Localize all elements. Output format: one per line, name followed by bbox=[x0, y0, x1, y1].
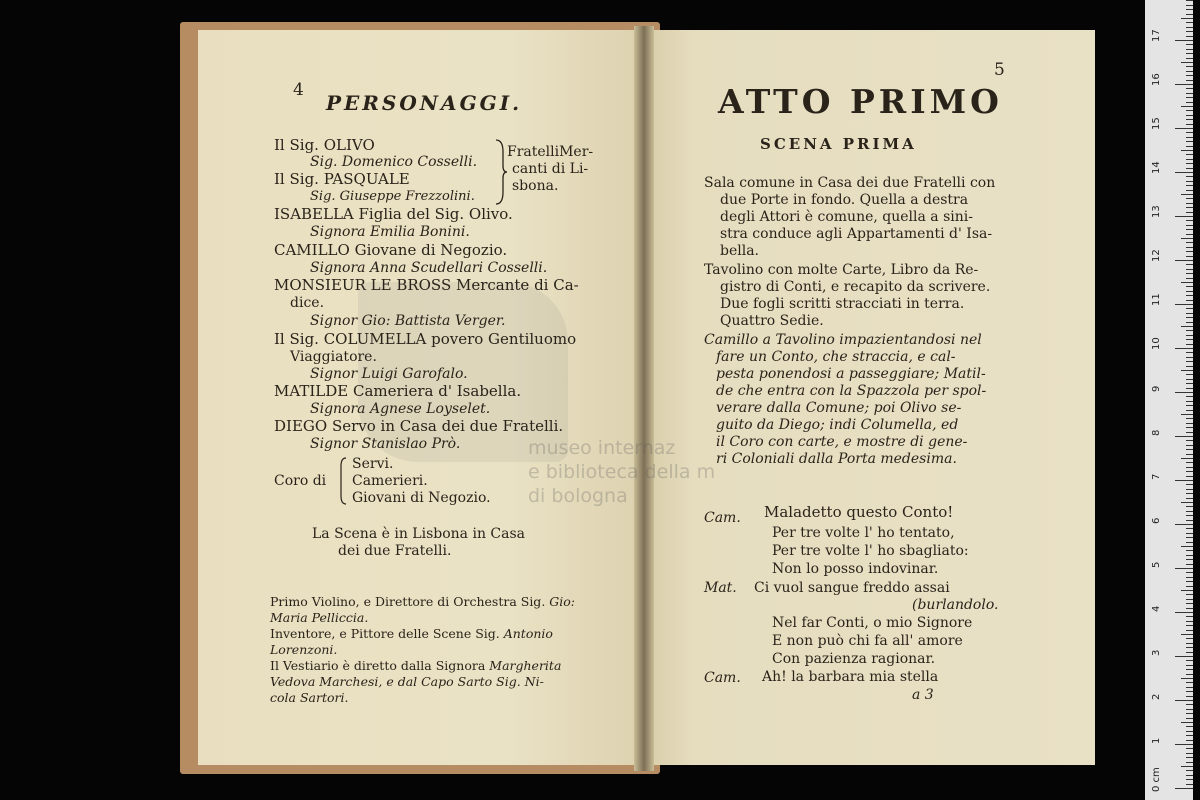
cast-role: DIEGO Servo in Casa dei due Fratelli. bbox=[274, 417, 564, 435]
ruler-tick bbox=[1186, 405, 1193, 406]
ruler-tick bbox=[1186, 357, 1193, 358]
ruler-tick bbox=[1186, 322, 1193, 323]
ruler-tick bbox=[1186, 616, 1193, 617]
ruler-tick bbox=[1186, 93, 1193, 94]
ruler-tick bbox=[1181, 106, 1193, 107]
ruler-tick bbox=[1181, 282, 1193, 283]
ruler-tick bbox=[1186, 770, 1193, 771]
credit-line: Maria Pelliccia. bbox=[270, 610, 369, 625]
ruler-tick bbox=[1175, 304, 1193, 305]
ruler-tick bbox=[1186, 537, 1193, 538]
ruler-tick bbox=[1181, 590, 1193, 591]
credit-line: cola Sartori. bbox=[270, 690, 349, 705]
ruler-tick bbox=[1186, 163, 1193, 164]
cast-role: Il Sig. OLIVO bbox=[274, 136, 375, 154]
ruler-tick bbox=[1186, 374, 1193, 375]
ruler-tick bbox=[1186, 9, 1193, 10]
dialogue-line: Per tre volte l' ho sbagliato: bbox=[772, 543, 969, 559]
coro-item: Servi. bbox=[352, 456, 394, 472]
stage-direction-line: guito da Diego; indi Columella, ed bbox=[716, 417, 959, 433]
cast-role: CAMILLO Giovane di Negozio. bbox=[274, 241, 508, 259]
ruler-tick bbox=[1186, 146, 1193, 147]
setting-line: Quattro Sedie. bbox=[720, 313, 824, 329]
ruler-tick bbox=[1175, 788, 1193, 789]
bracket-icon bbox=[338, 456, 348, 506]
ruler-tick bbox=[1186, 599, 1193, 600]
stage-direction-line: ri Coloniali dalla Porta medesima. bbox=[716, 451, 957, 467]
watermark-line: museo internaz bbox=[528, 437, 676, 459]
ruler-number: 2 bbox=[1151, 693, 1162, 700]
setting-line: bella. bbox=[720, 243, 759, 259]
ruler-tick bbox=[1186, 674, 1193, 675]
ruler-number: 10 bbox=[1151, 337, 1162, 350]
ruler-tick bbox=[1181, 150, 1193, 151]
ruler-tick bbox=[1186, 581, 1193, 582]
ruler-tick bbox=[1186, 498, 1193, 499]
ruler-tick bbox=[1186, 198, 1193, 199]
ruler-tick bbox=[1175, 84, 1193, 85]
ruler-tick bbox=[1186, 542, 1193, 543]
coro-item: Camerieri. bbox=[352, 473, 428, 489]
cast-role: MATILDE Cameriera d' Isabella. bbox=[274, 382, 522, 400]
ruler-tick bbox=[1181, 766, 1193, 767]
ruler-tick bbox=[1186, 388, 1193, 389]
ruler-tick bbox=[1186, 44, 1193, 45]
ruler-tick bbox=[1186, 335, 1193, 336]
ruler-tick bbox=[1181, 238, 1193, 239]
ruler-tick bbox=[1186, 49, 1193, 50]
ruler-tick bbox=[1186, 80, 1193, 81]
ruler-tick bbox=[1186, 269, 1193, 270]
ruler-tick bbox=[1186, 713, 1193, 714]
ruler-tick bbox=[1186, 520, 1193, 521]
ruler-tick bbox=[1186, 682, 1193, 683]
ruler-tick bbox=[1186, 467, 1193, 468]
setting-line: Tavolino con molte Carte, Libro da Re- bbox=[704, 262, 979, 278]
ruler-unit-label: 0 cm bbox=[1151, 767, 1162, 792]
ruler-tick bbox=[1186, 572, 1193, 573]
ruler-tick bbox=[1175, 480, 1193, 481]
ruler-tick bbox=[1186, 352, 1193, 353]
ruler-tick bbox=[1186, 625, 1193, 626]
ruler-tick bbox=[1181, 326, 1193, 327]
ruler-tick bbox=[1186, 115, 1193, 116]
ruler-tick bbox=[1186, 718, 1193, 719]
ruler-tick bbox=[1186, 484, 1193, 485]
ruler-tick bbox=[1186, 313, 1193, 314]
ruler-tick bbox=[1186, 124, 1193, 125]
ruler-tick bbox=[1186, 454, 1193, 455]
ruler-tick bbox=[1181, 194, 1193, 195]
ruler-tick bbox=[1186, 608, 1193, 609]
ruler-tick bbox=[1186, 97, 1193, 98]
ruler-tick bbox=[1181, 502, 1193, 503]
cast-actor: Signor Gio: Battista Verger. bbox=[310, 313, 506, 329]
book-gutter bbox=[634, 26, 654, 771]
ruler-tick bbox=[1186, 665, 1193, 666]
setting-line: Due fogli scritti stracciati in terra. bbox=[720, 296, 965, 312]
ruler-tick bbox=[1186, 247, 1193, 248]
ruler-tick bbox=[1186, 361, 1193, 362]
stage-direction-line: pesta ponendosi a passeggiare; Matil- bbox=[716, 366, 986, 382]
dialogue-line: E non può chi fa all' amore bbox=[772, 633, 963, 649]
ruler-tick bbox=[1186, 647, 1193, 648]
cast-actor: Signora Anna Scudellari Cosselli. bbox=[310, 260, 548, 276]
ruler-tick bbox=[1186, 462, 1193, 463]
ruler-tick bbox=[1186, 71, 1193, 72]
cast-role: ISABELLA Figlia del Sig. Olivo. bbox=[274, 205, 513, 223]
ruler-tick bbox=[1181, 458, 1193, 459]
ruler-tick bbox=[1186, 709, 1193, 710]
ruler-tick bbox=[1181, 370, 1193, 371]
ruler-tick bbox=[1186, 476, 1193, 477]
ruler-tick bbox=[1186, 5, 1193, 6]
ruler-tick bbox=[1186, 317, 1193, 318]
ruler-tick bbox=[1186, 559, 1193, 560]
dialogue-line: Nel far Conti, o mio Signore bbox=[772, 615, 973, 631]
setting-line: gistro di Conti, e recapito da scrivere. bbox=[720, 279, 991, 295]
credit-line: Vedova Marchesi, e dal Capo Sarto Sig. Ni- bbox=[270, 674, 544, 689]
ruler-number: 7 bbox=[1151, 473, 1162, 480]
credit-line: Il Vestiario è diretto dalla Signora Margherita bbox=[270, 658, 562, 673]
ruler-tick bbox=[1186, 273, 1193, 274]
ruler-tick bbox=[1186, 31, 1193, 32]
cast-actor: Signora Agnese Loyselet. bbox=[310, 401, 491, 417]
ruler-tick bbox=[1181, 414, 1193, 415]
ruler-tick bbox=[1186, 225, 1193, 226]
ruler-tick bbox=[1186, 652, 1193, 653]
ruler-tick bbox=[1186, 291, 1193, 292]
ruler-tick bbox=[1186, 220, 1193, 221]
ruler-tick bbox=[1186, 418, 1193, 419]
ruler-tick bbox=[1186, 119, 1193, 120]
ruler-tick bbox=[1186, 757, 1193, 758]
ruler-tick bbox=[1186, 515, 1193, 516]
ruler-tick bbox=[1186, 102, 1193, 103]
cast-role: Il Sig. COLUMELLA povero Gentiluomo bbox=[274, 330, 577, 348]
speaker-label: Cam. bbox=[704, 510, 741, 526]
cast-actor: Sig. Giuseppe Frezzolini. bbox=[310, 189, 475, 204]
ruler-tick bbox=[1186, 594, 1193, 595]
ruler-tick bbox=[1186, 242, 1193, 243]
ruler-tick bbox=[1186, 159, 1193, 160]
ruler-tick bbox=[1186, 449, 1193, 450]
ruler-tick bbox=[1186, 489, 1193, 490]
scene-note: dei due Fratelli. bbox=[338, 543, 452, 559]
ruler-tick bbox=[1186, 251, 1193, 252]
cast-actor: Signor Stanislao Prò. bbox=[310, 436, 461, 452]
ruler-tick bbox=[1186, 383, 1193, 384]
ruler-tick bbox=[1186, 691, 1193, 692]
ruler-tick bbox=[1181, 546, 1193, 547]
brothers-note-line: sbona. bbox=[512, 178, 559, 194]
ruler-tick bbox=[1175, 392, 1193, 393]
ruler-tick bbox=[1186, 506, 1193, 507]
brace-icon bbox=[494, 138, 508, 206]
ruler-tick bbox=[1186, 308, 1193, 309]
ruler-tick bbox=[1186, 278, 1193, 279]
cast-role-cont: dice. bbox=[290, 295, 325, 311]
setting-line: Sala comune in Casa dei due Fratelli con bbox=[704, 175, 996, 191]
ruler-tick bbox=[1186, 264, 1193, 265]
ruler-tick bbox=[1186, 212, 1193, 213]
ruler-tick bbox=[1186, 366, 1193, 367]
ruler-tick bbox=[1186, 493, 1193, 494]
page-number-right: 5 bbox=[994, 60, 1005, 80]
cast-role-cont: Viaggiatore. bbox=[290, 349, 377, 365]
ruler-tick bbox=[1186, 638, 1193, 639]
setting-line: due Porte in fondo. Quella a destra bbox=[720, 192, 969, 208]
ruler-tick bbox=[1186, 440, 1193, 441]
ruler-tick bbox=[1186, 762, 1193, 763]
ruler-tick bbox=[1186, 687, 1193, 688]
stage-direction-line: Camillo a Tavolino impazientandosi nel bbox=[704, 332, 982, 348]
ruler-tick bbox=[1186, 603, 1193, 604]
dialogue-line: Ah! la barbara mia stella bbox=[762, 669, 939, 685]
ruler-number: 9 bbox=[1151, 385, 1162, 392]
ruler-tick bbox=[1175, 216, 1193, 217]
ruler-number: 11 bbox=[1151, 293, 1162, 306]
ruler-tick bbox=[1181, 62, 1193, 63]
setting-line: stra conduce agli Appartamenti d' Isa- bbox=[720, 226, 993, 242]
ruler-tick bbox=[1175, 172, 1193, 173]
ruler-tick bbox=[1186, 775, 1193, 776]
ruler-tick bbox=[1186, 555, 1193, 556]
ruler-tick bbox=[1186, 110, 1193, 111]
ruler-tick bbox=[1186, 660, 1193, 661]
ruler-tick bbox=[1186, 528, 1193, 529]
ruler-tick bbox=[1186, 207, 1193, 208]
ruler-tick bbox=[1186, 586, 1193, 587]
ruler-tick bbox=[1175, 40, 1193, 41]
ruler-tick bbox=[1186, 643, 1193, 644]
cast-heading: PERSONAGGI. bbox=[326, 91, 523, 115]
ruler-tick bbox=[1186, 88, 1193, 89]
ruler-tick bbox=[1181, 18, 1193, 19]
ruler-number: 6 bbox=[1151, 517, 1162, 524]
ruler-tick bbox=[1186, 379, 1193, 380]
ruler-tick bbox=[1186, 533, 1193, 534]
ruler-tick bbox=[1186, 75, 1193, 76]
ruler-number: 14 bbox=[1151, 161, 1162, 174]
cast-actor: Sig. Domenico Cosselli. bbox=[310, 154, 478, 170]
ruler-number: 1 bbox=[1151, 737, 1162, 744]
ruler-number: 15 bbox=[1151, 117, 1162, 130]
ruler-tick bbox=[1175, 656, 1193, 657]
credit-line: Lorenzoni. bbox=[270, 642, 338, 657]
ruler-tick bbox=[1175, 128, 1193, 129]
ruler-tick bbox=[1186, 445, 1193, 446]
ruler-tick bbox=[1186, 22, 1193, 23]
watermark-line: e biblioteca della m bbox=[528, 461, 716, 483]
signature-mark: a 3 bbox=[912, 687, 934, 703]
ruler-tick bbox=[1186, 141, 1193, 142]
ruler-tick bbox=[1186, 621, 1193, 622]
scene-heading: SCENA PRIMA bbox=[760, 135, 917, 153]
ruler-tick bbox=[1186, 66, 1193, 67]
ruler-number: 16 bbox=[1151, 73, 1162, 86]
coro-item: Giovani di Negozio. bbox=[352, 490, 491, 506]
ruler-tick bbox=[1186, 27, 1193, 28]
ruler-tick bbox=[1186, 735, 1193, 736]
speaker-label: Mat. bbox=[704, 580, 737, 596]
ruler-number: 12 bbox=[1151, 249, 1162, 262]
measuring-ruler bbox=[1145, 0, 1193, 800]
brothers-note-line: FratelliMer- bbox=[507, 144, 594, 160]
ruler-tick bbox=[1186, 779, 1193, 780]
coro-label: Coro di bbox=[274, 473, 327, 489]
cast-role: MONSIEUR LE BROSS Mercante di Ca- bbox=[274, 276, 579, 294]
dialogue-line: (burlandolo. bbox=[912, 597, 999, 613]
dialogue-line: Per tre volte l' ho tentato, bbox=[772, 525, 955, 541]
ruler-tick bbox=[1186, 137, 1193, 138]
dialogue-line: Non lo posso indovinar. bbox=[772, 561, 939, 577]
ruler-number: 4 bbox=[1151, 605, 1162, 612]
ruler-tick bbox=[1175, 260, 1193, 261]
stage-direction-line: de che entra con la Spazzola per spol- bbox=[716, 383, 987, 399]
credit-line: Inventore, e Pittore delle Scene Sig. Antonio bbox=[270, 626, 553, 641]
ruler-tick bbox=[1186, 229, 1193, 230]
ruler-tick bbox=[1186, 669, 1193, 670]
ruler-tick bbox=[1186, 53, 1193, 54]
ruler-tick bbox=[1186, 564, 1193, 565]
dialogue-line: Ci vuol sangue freddo assai bbox=[754, 580, 950, 596]
watermark-line: di bologna bbox=[528, 485, 628, 507]
ruler-tick bbox=[1186, 14, 1193, 15]
ruler-number: 8 bbox=[1151, 429, 1162, 436]
setting-line: degli Attori è comune, quella a sini- bbox=[720, 209, 973, 225]
ruler-tick bbox=[1186, 432, 1193, 433]
stage-direction-line: verare dalla Comune; poi Olivo se- bbox=[716, 400, 962, 416]
ruler-tick bbox=[1186, 190, 1193, 191]
ruler-tick bbox=[1186, 630, 1193, 631]
ruler-tick bbox=[1186, 427, 1193, 428]
cast-actor: Signora Emilia Bonini. bbox=[310, 224, 470, 240]
ruler-tick bbox=[1175, 744, 1193, 745]
ruler-tick bbox=[1186, 176, 1193, 177]
ruler-tick bbox=[1186, 286, 1193, 287]
ruler-tick bbox=[1186, 234, 1193, 235]
ruler-tick bbox=[1175, 524, 1193, 525]
act-heading: ATTO PRIMO bbox=[718, 82, 1003, 121]
ruler-tick bbox=[1186, 256, 1193, 257]
ruler-tick bbox=[1186, 401, 1193, 402]
ruler-tick bbox=[1186, 753, 1193, 754]
ruler-tick bbox=[1186, 154, 1193, 155]
ruler-tick bbox=[1186, 784, 1193, 785]
dialogue-line: Con pazienza ragionar. bbox=[772, 651, 936, 667]
ruler-tick bbox=[1186, 748, 1193, 749]
ruler-tick bbox=[1175, 348, 1193, 349]
ruler-tick bbox=[1186, 396, 1193, 397]
ruler-number: 5 bbox=[1151, 561, 1162, 568]
ruler-tick bbox=[1186, 0, 1193, 1]
ruler-tick bbox=[1186, 731, 1193, 732]
ruler-tick bbox=[1175, 700, 1193, 701]
stage-direction-line: il Coro con carte, e mostre di gene- bbox=[716, 434, 968, 450]
ruler-tick bbox=[1186, 295, 1193, 296]
ruler-tick bbox=[1186, 696, 1193, 697]
ruler-tick bbox=[1186, 330, 1193, 331]
ruler-tick bbox=[1186, 168, 1193, 169]
ruler-tick bbox=[1186, 511, 1193, 512]
ruler-tick bbox=[1186, 704, 1193, 705]
ruler-number: 3 bbox=[1151, 649, 1162, 656]
ruler-tick bbox=[1181, 722, 1193, 723]
credit-line: Primo Violino, e Direttore di Orchestra Sig. Gio: bbox=[270, 594, 575, 609]
cast-actor: Signor Luigi Garofalo. bbox=[310, 366, 468, 382]
ruler-tick bbox=[1186, 471, 1193, 472]
ruler-tick bbox=[1186, 577, 1193, 578]
ruler-tick bbox=[1186, 181, 1193, 182]
ruler-tick bbox=[1186, 344, 1193, 345]
ruler-tick bbox=[1186, 185, 1193, 186]
ruler-tick bbox=[1175, 612, 1193, 613]
ruler-tick bbox=[1186, 58, 1193, 59]
ruler-tick bbox=[1186, 726, 1193, 727]
cast-role: Il Sig. PASQUALE bbox=[274, 170, 410, 188]
ruler-tick bbox=[1186, 203, 1193, 204]
ruler-tick bbox=[1186, 550, 1193, 551]
ruler-tick bbox=[1181, 634, 1193, 635]
ruler-tick bbox=[1175, 568, 1193, 569]
stage-direction-line: fare un Conto, che straccia, e cal- bbox=[716, 349, 956, 365]
page-number-left: 4 bbox=[293, 80, 304, 100]
ruler-tick bbox=[1181, 678, 1193, 679]
brothers-note-line: canti di Li- bbox=[512, 161, 589, 177]
ruler-tick bbox=[1186, 339, 1193, 340]
ruler-tick bbox=[1186, 300, 1193, 301]
ruler-tick bbox=[1186, 36, 1193, 37]
ruler-tick bbox=[1186, 740, 1193, 741]
ruler-tick bbox=[1186, 132, 1193, 133]
dialogue-line: Maladetto questo Conto! bbox=[764, 503, 954, 521]
ruler-tick bbox=[1186, 410, 1193, 411]
ruler-tick bbox=[1175, 436, 1193, 437]
ruler-tick bbox=[1186, 423, 1193, 424]
ruler-number: 13 bbox=[1151, 205, 1162, 218]
scene-note: La Scena è in Lisbona in Casa bbox=[312, 526, 526, 542]
ruler-number: 17 bbox=[1151, 29, 1162, 42]
speaker-label: Cam. bbox=[704, 670, 741, 686]
